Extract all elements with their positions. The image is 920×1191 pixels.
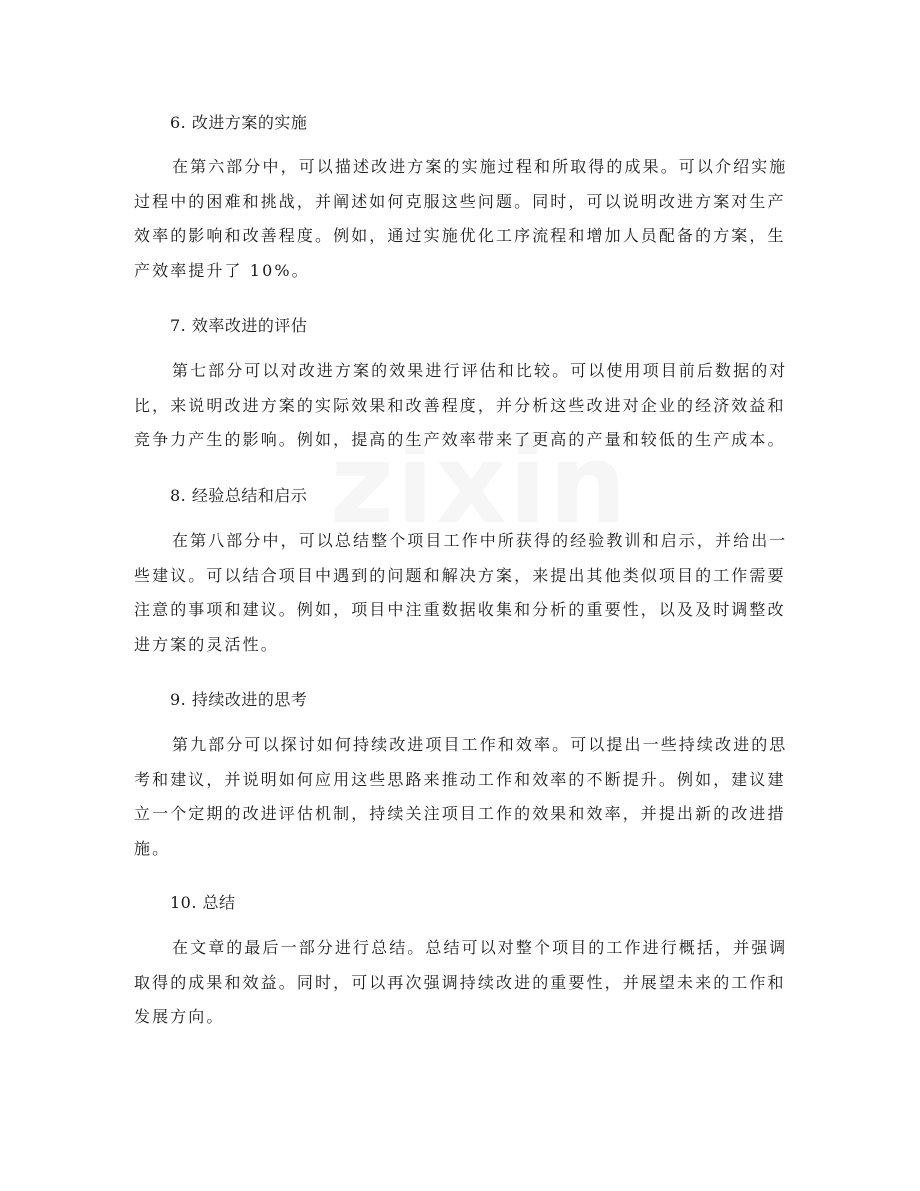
section-heading-6: 6. 改进方案的实施	[170, 113, 308, 132]
section-paragraph-9	[134, 728, 788, 866]
section-heading-10: 10. 总结	[170, 893, 236, 912]
paragraph-line: 在第六部分中，可以描述改进方案的实施过程和所取得的成果。可以介绍实施	[172, 157, 788, 176]
paragraph-line: 竞争力产生的影响。例如，提高的生产效率带来了更高的产量和较低的生产成本。	[134, 430, 786, 449]
section-paragraph-6	[134, 150, 788, 288]
paragraph-line: 施。	[134, 838, 171, 858]
paragraph-line: 进方案的灵活性。	[134, 634, 279, 654]
section-heading-8: 8. 经验总结和启示	[170, 486, 308, 505]
paragraph-line: 比，来说明改进方案的实际效果和改善程度，并分析这些改进对企业的经济效益和	[134, 395, 786, 415]
section-heading-9: 9. 持续改进的思考	[170, 690, 308, 709]
paragraph-line: 注意的事项和建议。例如，项目中注重数据收集和分析的重要性，以及及时调整改	[134, 600, 786, 619]
paragraph-line: 第七部分可以对改进方案的效果进行评估和比较。可以使用项目前后数据的对	[172, 361, 788, 380]
section-paragraph-7	[134, 354, 788, 458]
section-paragraph-10	[134, 931, 788, 1035]
section-paragraph-8	[134, 524, 788, 662]
paragraph-line: 产效率提升了 10%。	[134, 260, 310, 280]
paragraph-line: 在第八部分中，可以总结整个项目工作中所获得的经验教训和启示，并给出一	[172, 531, 788, 550]
paragraph-line: 取得的成果和效益。同时，可以再次强调持续改进的重要性，并展望未来的工作和	[134, 972, 786, 992]
paragraph-line: 发展方向。	[134, 1007, 225, 1026]
paragraph-line: 在文章的最后一部分进行总结。总结可以对整个项目的工作进行概括，并强调	[172, 938, 788, 957]
paragraph-line: 第九部分可以探讨如何持续改进项目工作和效率。可以提出一些持续改进的思	[172, 735, 788, 754]
section-heading-7: 7. 效率改进的评估	[170, 316, 308, 335]
paragraph-line: 效率的影响和改善程度。例如，通过实施优化工序流程和增加人员配备的方案，生	[134, 226, 786, 245]
paragraph-line: 考和建议，并说明如何应用这些思路来推动工作和效率的不断提升。例如，建议建	[134, 769, 786, 789]
paragraph-line: 过程中的困难和挑战，并阐述如何克服这些问题。同时，可以说明改进方案对生产	[134, 191, 786, 211]
paragraph-line: 些建议。可以结合项目中遇到的问题和解决方案，来提出其他类似项目的工作需要	[134, 565, 786, 585]
paragraph-line: 立一个定期的改进评估机制，持续关注项目工作的效果和效率，并提出新的改进措	[134, 804, 786, 823]
